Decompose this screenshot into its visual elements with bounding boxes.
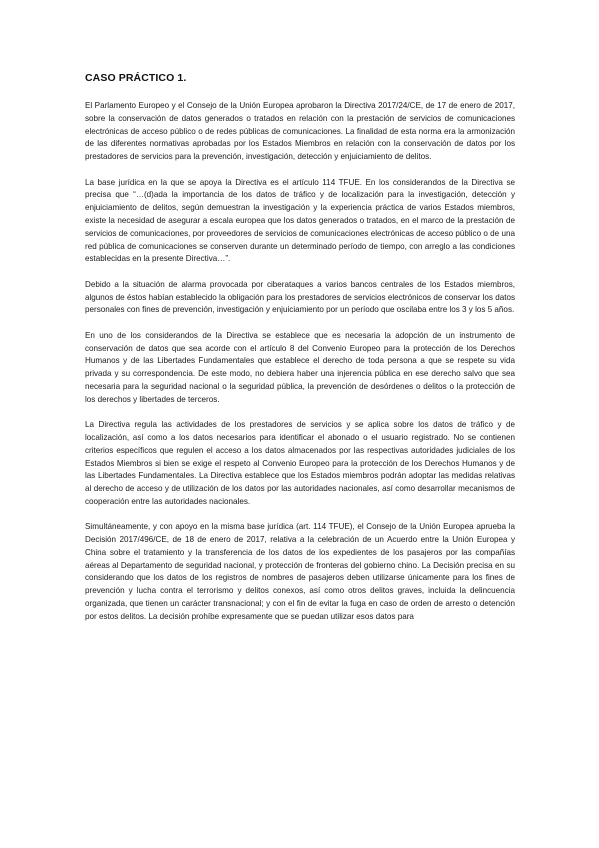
- paragraph-2: La base jurídica en la que se apoya la Directiva es el artículo 114 TFUE. En los considerandos de la Directiva se precisa que “…(d)ada la importancia de los datos de tráfico y de localización para la investigación, detección y enjuiciamiento de delitos, según demuestran la investigación y la experiencia práctica de varios Estados miembros, existe la necesidad de asegurar a escala europea que los datos generados o tratados, en el marco de la prestación de servicios de comunicaciones, por proveedores de servicios de comunicaciones electrónicas de acceso público o de una red pública de comunicaciones se conserven durante un determinado período de tiempo, con arreglo a las condiciones establecidas en la presente Directiva…”.: [85, 177, 515, 264]
- paragraph-3: Debido a la situación de alarma provocada por ciberataques a varios bancos centrales de los Estados miembros, algunos de éstos habían establecido la obligación para los prestadores de servicios electrónicos de conservar los datos personales con fines de prevención, investigación y enjuiciamiento por un período que oscilaba entre los 3 y los 5 años.: [85, 279, 515, 315]
- paragraph-4: En uno de los considerandos de la Directiva se establece que es necesaria la adopción de un instrumento de conservación de datos que sea acorde con el artículo 8 del Convenio Europeo para la protección de los Derechos Humanos y de las Libertades Fundamentales que establece el derecho de toda persona a que se respete su vida privada y su correspondencia. De este modo, no debiera haber una injerencia pública en ese derecho salvo que sea necesaria para la seguridad nacional o la seguridad pública, la prevención de desórdenes o delitos o la protección de los derechos y libertades de terceros.: [85, 330, 515, 404]
- document-body: [85, 100, 515, 636]
- paragraph-5: La Directiva regula las actividades de los prestadores de servicios y se aplica sobre los datos de tráfico y de localización, así como a los datos necesarios para identificar el abonado o el usuario registrado. No se contienen criterios específicos que regulen el acceso a los datos almacenados por las respectivas autoridades judiciales de los Estados Miembros si bien se exige el respeto al Convenio Europeo para la protección de los Derechos Humanos y de las Libertades Fundamentales. La Directiva establece que los Estados miembros podrán adoptar las medidas relativas al derecho de acceso y de utilización de los datos por las autoridades nacionales, así como desarrollar mecanismos de cooperación entre las autoridades nacionales.: [85, 420, 515, 506]
- document-title: CASO PRÁCTICO 1.: [85, 72, 187, 84]
- paragraph-6: Simultáneamente, y con apoyo en la misma base jurídica (art. 114 TFUE), el Consejo de la Unión Europea aprueba la Decisión 2017/496/CE, de 18 de enero de 2017, relativa a la celebración de un Acuerdo entre la Unión Europea y China sobre el tratamiento y la transferencia de los datos de los expedientes de los pasajeros por las compañías aéreas al Departamento de seguridad nacional, y protección de fronteras del gobierno chino. La Decisión precisa en su considerando que los datos de los registros de nombres de pasajeros deben utilizarse únicamente para los fines de prevención y lucha contra el terrorismo y delitos conexos, así como otros delitos graves, incluida la delincuencia organizada, que tienen un carácter transnacional; y con el fin de evitar la fuga en caso de orden de arresto o detención por estos delitos. La decisión prohíbe expresamente que se puedan utilizar esos datos para: [85, 522, 515, 621]
- paragraph-1: El Parlamento Europeo y el Consejo de la Unión Europea aprobaron la Directiva 2017/24/CE, de 17 de enero de 2017, sobre la conservación de datos generados o tratados en relación con la prestación de servicios de comunicaciones electrónicas de acceso público o de redes públicas de comunicaciones. La finalidad de esta norma era la armonización de las diferentes normativas aprobadas por los Estados Miembros en relación con la conservación de datos por los prestadores de servicios para la prevención, investigación, detección y enjuiciamiento de delitos.: [85, 101, 515, 162]
